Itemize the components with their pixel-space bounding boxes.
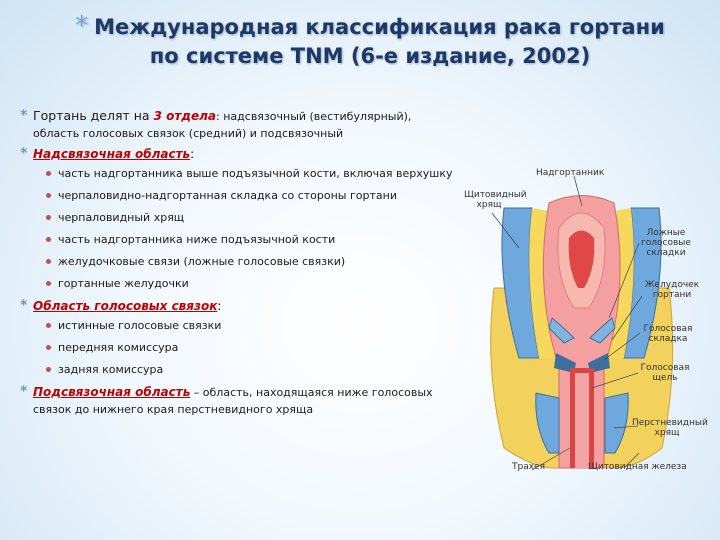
list-item: черпаловидно-надгортанная складка со стороны гортани — [46, 188, 460, 203]
intro-prefix: Гортань делят на — [33, 108, 154, 123]
bullet-asterisk-icon: * — [20, 106, 28, 124]
label-thyroid-cartilage: Щитовидный хрящ — [464, 190, 527, 210]
larynx-diagram — [464, 168, 710, 478]
bullet-asterisk-icon: * — [20, 144, 28, 162]
subglottic-paragraph — [20, 384, 460, 418]
subglottic-title: Подсвязочная область — [33, 385, 191, 399]
label-epiglottis: Надгортанник — [536, 168, 605, 178]
list-item: черпаловидный хрящ — [46, 210, 460, 225]
list-item: истинные голосовые связки — [46, 318, 460, 333]
colon: : — [217, 299, 222, 313]
title-asterisk-icon: * — [75, 11, 89, 41]
intro-rest: : надсвязочный (вестибулярный), область голосовых связок (средний) и подсвязочный — [33, 110, 412, 140]
glottic-heading — [20, 298, 460, 314]
colon: : — [190, 147, 195, 161]
list-item: передняя комиссура — [46, 340, 460, 355]
label-false-folds: Ложные голосовые складки — [641, 228, 691, 258]
slide-content — [20, 108, 460, 422]
list-item: часть надгортанника ниже подъязычной кости — [46, 232, 460, 247]
label-cricoid: Перстневидный хрящ — [632, 418, 708, 438]
label-ventricle: Желудочек гортани — [644, 280, 700, 300]
list-item: гортанные желудочки — [46, 276, 460, 291]
bullet-asterisk-icon: * — [20, 296, 28, 314]
list-item: задняя комиссура — [46, 362, 460, 377]
label-vocal-fold: Голосовая складка — [643, 324, 693, 344]
intro-paragraph — [20, 108, 460, 142]
title-line-1: * Международная классификация рака гортани — [75, 11, 665, 41]
slide-title — [40, 12, 700, 71]
glottic-list — [20, 318, 460, 377]
title-line-2: по системе TNM (6-е издание, 2002) — [149, 44, 591, 68]
label-glottis: Голосовая щель — [640, 363, 690, 383]
label-thyroid-gland: Щитовидная железа — [588, 462, 687, 472]
label-trachea: Трахея — [512, 462, 546, 472]
list-item: желудочковые связи (ложные голосовые связки) — [46, 254, 460, 269]
intro-highlight: 3 отдела — [153, 109, 217, 123]
supraglottic-list — [20, 166, 460, 291]
list-item: часть надгортанника выше подъязычной кости, включая верхушку — [46, 166, 460, 181]
bullet-asterisk-icon: * — [20, 382, 28, 400]
supraglottic-title: Надсвязочная область — [33, 147, 191, 161]
glottic-title: Область голосовых связок — [33, 299, 218, 313]
supraglottic-heading — [20, 146, 460, 162]
subglottic-rest: – область, находящаяся ниже голосовых связок до нижнего края перстневидного хряща — [33, 386, 433, 416]
